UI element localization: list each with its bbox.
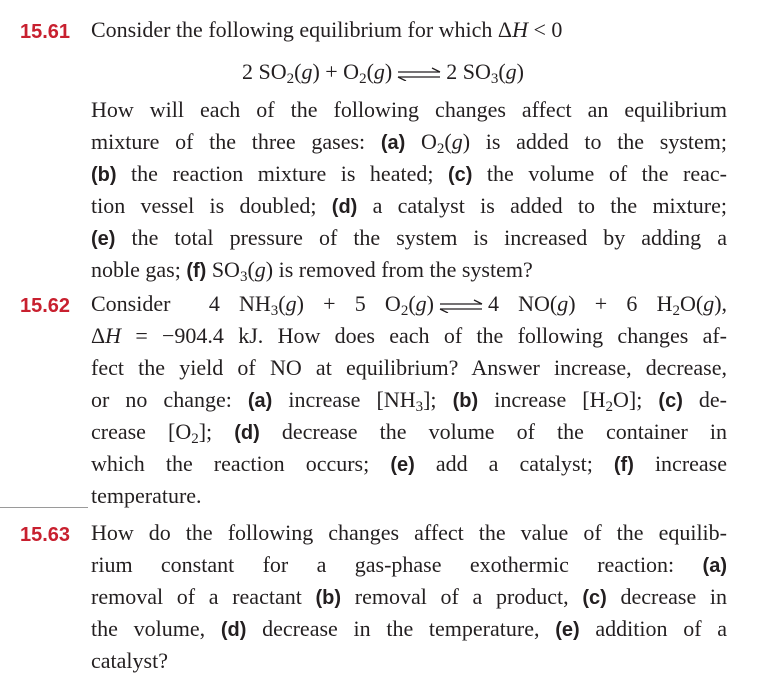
problem-intro: Consider the following equilibrium for which ΔH < 0 [91, 17, 563, 42]
text-line: Consider 4 $NH_3(g) + 5$ $O_2(g)$ 4 NO(g) + 6 $H_2O(g)$, [91, 291, 728, 319]
text-line: How will each of the following changes affect an equilibrium [91, 97, 727, 122]
problem-number: 15.62 [20, 295, 71, 317]
text-line: which the reaction occurs; (e) add a catalyst; (f) increase [91, 451, 728, 476]
text-line: How do the following changes affect the value of the equilib- [91, 520, 727, 545]
equilibrium-arrow-icon [396, 67, 442, 81]
equilibrium-arrow-icon [438, 299, 484, 313]
text-line: catalyst? [91, 648, 168, 673]
text-line: or no change: (a) increase $[NH_3]$; (b) increase $[H_2O]$; (c) de- [91, 387, 727, 415]
text-line: removal of a reactant (b) removal of a product, (c) decrease in [91, 584, 728, 609]
text-line: fect the yield of NO at equilibrium? Answer increase, decrease, [91, 355, 727, 380]
text-line: ΔH = −904.4 kJ. How does each of the following changes af- [91, 323, 727, 348]
text-line: (b) the reaction mixture is heated; (c) the volume of the reac- [91, 161, 728, 186]
divider-rule [0, 507, 88, 508]
text-line: mixture of the three gases: (a) $O_2(g)$ is added to the system; [91, 129, 727, 157]
text-line: temperature. [91, 483, 202, 508]
text-line: rium constant for a gas-phase exothermic reaction: (a) [91, 552, 727, 577]
text-line: tion vessel is doubled; (d) a catalyst is added to the mixture; [91, 193, 727, 218]
problem-number: 15.61 [20, 21, 71, 43]
chemical-equation: 2 $SO_2(g) + O_2(g)$ 2 $SO_3(g)$ [241, 59, 524, 87]
text-line: crease $[O_2]$; (d) decrease the volume of the container in [91, 419, 727, 447]
problem-number: 15.63 [20, 524, 71, 546]
text-line: the volume, (d) decrease in the temperature, (e) addition of a [91, 616, 728, 641]
text-line: (e) the total pressure of the system is increased by adding a [91, 225, 727, 250]
text-line: noble gas; (f) $SO_3(g)$ is removed from the system? [91, 257, 533, 285]
